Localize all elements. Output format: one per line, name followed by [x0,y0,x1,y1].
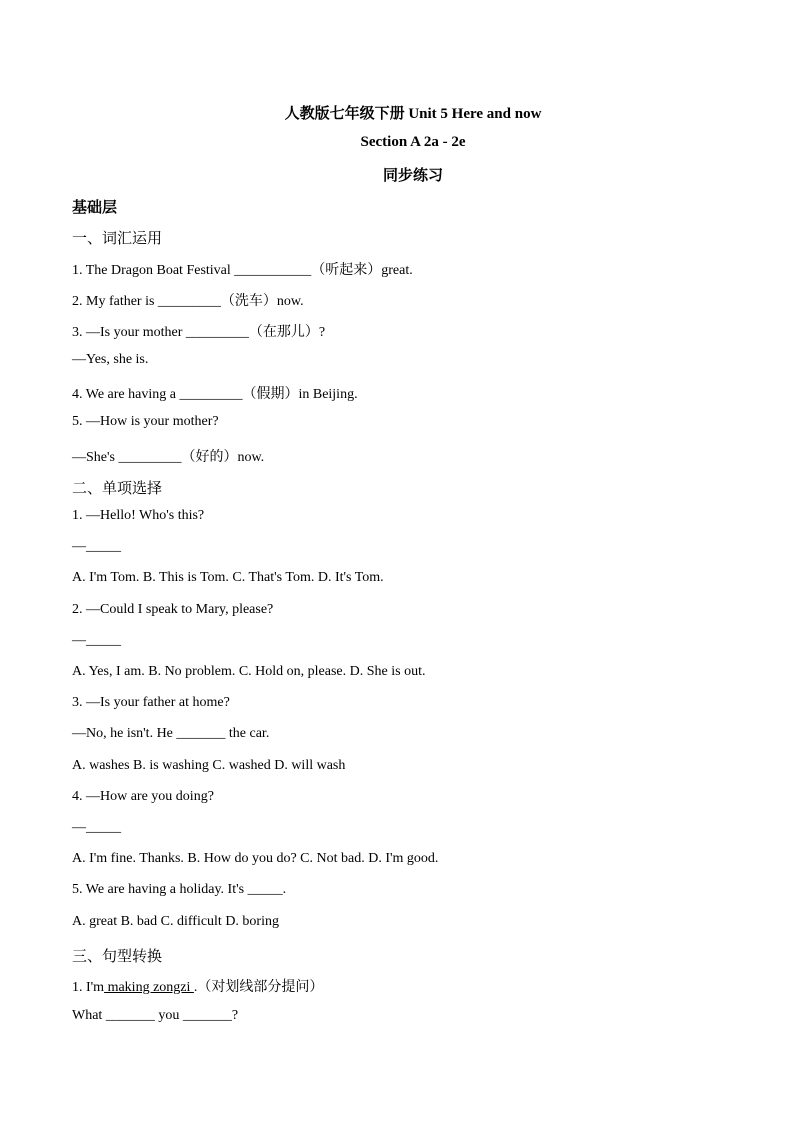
question-line: 4. —How are you doing? [72,789,214,804]
question-line: 5. We are having a holiday. It's _____. [72,882,287,897]
section-title: Section A 2a - 2e [360,134,466,150]
exercise-line: 3. —Is your mother _________（在那儿）? [72,325,326,340]
exercise-line: 5. —How is your mother? [72,414,219,429]
question-line: 3. —Is your father at home? [72,695,230,710]
question-line: 1. —Hello! Who's this? [72,508,205,523]
exercise-line: 2. My father is _________（洗车）now. [72,294,304,309]
exercise-line: 4. We are having a _________（假期）in Beijing. [72,387,358,402]
options-line: A. I'm fine. Thanks. B. How do you do? C. Not bad. D. I'm good. [72,851,439,866]
question-instruction: .（对划线部分提问） [193,980,324,995]
worksheet-subtitle: 同步练习 [382,168,443,184]
answer-blank-line: —_____ [72,820,121,835]
options-line: A. great B. bad C. difficult D. boring [72,914,279,929]
worksheet-title: 人教版七年级下册 Unit 5 Here and now [284,106,542,122]
answer-blank-line: —_____ [72,633,121,648]
options-line: A. washes B. is washing C. washed D. will wash [72,758,346,773]
exercise-line: 1. The Dragon Boat Festival ___________（听起来）great. [72,263,413,278]
question-line: —No, he isn't. He _______ the car. [72,726,270,741]
underlined-phrase: making zongzi [104,980,194,995]
part1-heading: 一、词汇运用 [72,231,163,247]
exercise-line: —Yes, she is. [72,352,149,367]
options-line: A. Yes, I am. B. No problem. C. Hold on, please. D. She is out. [72,664,426,679]
exercise-line: —She's _________（好的）now. [72,450,265,465]
part3-heading: 三、句型转换 [72,949,163,965]
question-prefix: 1. I'm [72,980,105,995]
rewrite-question [72,976,323,996]
level-heading: 基础层 [72,200,118,216]
options-line: A. I'm Tom. B. This is Tom. C. That's Tom. D. It's Tom. [72,570,384,585]
rewrite-answer-line: What _______ you _______? [72,1008,239,1023]
answer-blank-line: —_____ [72,539,121,554]
part2-heading: 二、单项选择 [72,481,163,497]
question-line: 2. —Could I speak to Mary, please? [72,602,274,617]
